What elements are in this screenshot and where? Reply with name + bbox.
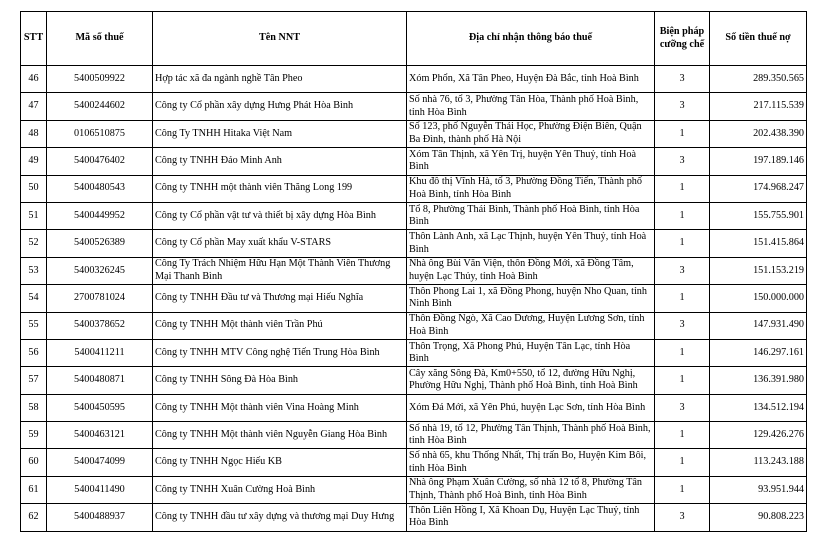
cell-debt-amount: 90.808.223 bbox=[710, 504, 807, 531]
header-tax-code: Mã số thuế bbox=[47, 12, 153, 66]
cell-address: Nhà ông Phạm Xuân Cường, số nhà 12 tổ 8, Phường Tân Thịnh, Thành phố Hoà Bình, tỉnh Hòa Bình bbox=[407, 476, 655, 503]
cell-taxpayer-name: Công ty TNHH Xuân Cường Hoà Bình bbox=[153, 476, 407, 503]
table-row bbox=[21, 230, 807, 257]
table-row bbox=[21, 202, 807, 229]
cell-address: Cây xăng Sông Đà, Km0+550, tổ 12, đường Hữu Nghị, Phường Hữu Nghị, Thành phố Hoà Bình, tỉnh Hoà Bình bbox=[407, 367, 655, 394]
cell-taxpayer-name: Công ty Cổ phần May xuất khẩu V-STARS bbox=[153, 230, 407, 257]
cell-debt-amount: 150.000.000 bbox=[710, 285, 807, 312]
cell-debt-amount: 151.153.219 bbox=[710, 257, 807, 284]
cell-enforcement-measure: 1 bbox=[655, 175, 710, 202]
cell-taxpayer-name: Công ty TNHH Đảo Minh Anh bbox=[153, 148, 407, 175]
cell-stt: 59 bbox=[21, 422, 47, 449]
cell-address: Thôn Lành Anh, xã Lạc Thịnh, huyện Yên Thuỷ, tỉnh Hoà Bình bbox=[407, 230, 655, 257]
cell-tax-code: 5400326245 bbox=[47, 257, 153, 284]
cell-debt-amount: 93.951.944 bbox=[710, 476, 807, 503]
cell-stt: 54 bbox=[21, 285, 47, 312]
cell-stt: 53 bbox=[21, 257, 47, 284]
cell-address: Thôn Liên Hồng I, Xã Khoan Dụ, Huyện Lạc Thuỷ, tỉnh Hòa Bình bbox=[407, 504, 655, 531]
cell-tax-code: 5400378652 bbox=[47, 312, 153, 339]
cell-address: Thôn Trọng, Xã Phong Phú, Huyện Tân Lạc, tỉnh Hòa Bình bbox=[407, 339, 655, 366]
cell-tax-code: 5400509922 bbox=[47, 66, 153, 93]
table-row bbox=[21, 285, 807, 312]
table-row bbox=[21, 312, 807, 339]
cell-debt-amount: 134.512.194 bbox=[710, 394, 807, 421]
cell-tax-code: 5400488937 bbox=[47, 504, 153, 531]
cell-debt-amount: 113.243.188 bbox=[710, 449, 807, 476]
cell-debt-amount: 147.931.490 bbox=[710, 312, 807, 339]
cell-address: Nhà ông Bùi Văn Viện, thôn Đồng Mới, xã Đồng Tâm, huyện Lạc Thủy, tỉnh Hoà Bình bbox=[407, 257, 655, 284]
cell-taxpayer-name: Công ty TNHH Đầu tư và Thương mại Hiếu Nghĩa bbox=[153, 285, 407, 312]
cell-tax-code: 5400450595 bbox=[47, 394, 153, 421]
cell-enforcement-measure: 3 bbox=[655, 312, 710, 339]
cell-stt: 52 bbox=[21, 230, 47, 257]
cell-stt: 47 bbox=[21, 93, 47, 120]
cell-debt-amount: 155.755.901 bbox=[710, 202, 807, 229]
cell-taxpayer-name: Hợp tác xã đa ngành nghề Tân Pheo bbox=[153, 66, 407, 93]
cell-tax-code: 5400244602 bbox=[47, 93, 153, 120]
cell-enforcement-measure: 3 bbox=[655, 504, 710, 531]
cell-debt-amount: 217.115.539 bbox=[710, 93, 807, 120]
cell-tax-code: 0106510875 bbox=[47, 120, 153, 147]
cell-enforcement-measure: 1 bbox=[655, 230, 710, 257]
cell-tax-code: 5400411211 bbox=[47, 339, 153, 366]
header-address: Địa chỉ nhận thông báo thuế bbox=[407, 12, 655, 66]
cell-enforcement-measure: 1 bbox=[655, 476, 710, 503]
cell-taxpayer-name: Công ty TNHH MTV Công nghệ Tiến Trung Hòa Bình bbox=[153, 339, 407, 366]
cell-enforcement-measure: 3 bbox=[655, 394, 710, 421]
cell-stt: 57 bbox=[21, 367, 47, 394]
cell-enforcement-measure: 1 bbox=[655, 120, 710, 147]
cell-stt: 61 bbox=[21, 476, 47, 503]
cell-stt: 49 bbox=[21, 148, 47, 175]
header-debt-amount: Số tiền thuế nợ bbox=[710, 12, 807, 66]
cell-debt-amount: 136.391.980 bbox=[710, 367, 807, 394]
cell-address: Thôn Phong Lai 1, xã Đồng Phong, huyện Nho Quan, tỉnh Ninh Bình bbox=[407, 285, 655, 312]
cell-address: Xóm Phổn, Xã Tân Pheo, Huyện Đà Bắc, tỉnh Hoà Bình bbox=[407, 66, 655, 93]
cell-taxpayer-name: Công ty TNHH đầu tư xây dựng và thương mại Duy Hưng bbox=[153, 504, 407, 531]
table-row bbox=[21, 394, 807, 421]
cell-stt: 62 bbox=[21, 504, 47, 531]
cell-stt: 50 bbox=[21, 175, 47, 202]
cell-enforcement-measure: 1 bbox=[655, 449, 710, 476]
cell-tax-code: 5400474099 bbox=[47, 449, 153, 476]
cell-taxpayer-name: Công ty TNHH Sông Đà Hòa Bình bbox=[153, 367, 407, 394]
debt-table-page bbox=[20, 11, 807, 532]
cell-tax-code: 5400411490 bbox=[47, 476, 153, 503]
cell-enforcement-measure: 1 bbox=[655, 339, 710, 366]
cell-tax-code: 5400526389 bbox=[47, 230, 153, 257]
header-stt: STT bbox=[21, 12, 47, 66]
cell-address: Tổ 8, Phường Thái Bình, Thành phố Hoà Bình, tỉnh Hòa Bình bbox=[407, 202, 655, 229]
cell-debt-amount: 202.438.390 bbox=[710, 120, 807, 147]
header-enforcement-measure: Biện pháp cưỡng chế bbox=[655, 12, 710, 66]
cell-tax-code: 2700781024 bbox=[47, 285, 153, 312]
cell-stt: 48 bbox=[21, 120, 47, 147]
cell-taxpayer-name: Công Ty TNHH Hitaka Việt Nam bbox=[153, 120, 407, 147]
cell-stt: 46 bbox=[21, 66, 47, 93]
table-row bbox=[21, 148, 807, 175]
cell-enforcement-measure: 3 bbox=[655, 148, 710, 175]
cell-debt-amount: 174.968.247 bbox=[710, 175, 807, 202]
cell-address: Xóm Tân Thịnh, xã Yên Trị, huyện Yên Thuỷ, tỉnh Hoà Bình bbox=[407, 148, 655, 175]
cell-tax-code: 5400480871 bbox=[47, 367, 153, 394]
cell-taxpayer-name: Công ty TNHH Một thành viên Trần Phú bbox=[153, 312, 407, 339]
cell-stt: 56 bbox=[21, 339, 47, 366]
cell-stt: 60 bbox=[21, 449, 47, 476]
table-row bbox=[21, 120, 807, 147]
table-row bbox=[21, 175, 807, 202]
cell-enforcement-measure: 3 bbox=[655, 93, 710, 120]
table-row bbox=[21, 339, 807, 366]
cell-enforcement-measure: 1 bbox=[655, 202, 710, 229]
table-row bbox=[21, 449, 807, 476]
cell-taxpayer-name: Công ty TNHH một thành viên Thăng Long 199 bbox=[153, 175, 407, 202]
cell-address: Thôn Đồng Ngò, Xã Cao Dương, Huyện Lương Sơn, tỉnh Hoà Bình bbox=[407, 312, 655, 339]
table-row bbox=[21, 93, 807, 120]
table-row bbox=[21, 504, 807, 531]
cell-debt-amount: 289.350.565 bbox=[710, 66, 807, 93]
cell-tax-code: 5400480543 bbox=[47, 175, 153, 202]
cell-address: Xóm Đá Mới, xã Yên Phú, huyện Lạc Sơn, tỉnh Hòa Bình bbox=[407, 394, 655, 421]
cell-tax-code: 5400449952 bbox=[47, 202, 153, 229]
header-taxpayer-name: Tên NNT bbox=[153, 12, 407, 66]
table-row bbox=[21, 367, 807, 394]
cell-address: Số nhà 76, tổ 3, Phường Tân Hòa, Thành phố Hoà Bình, tỉnh Hòa Bình bbox=[407, 93, 655, 120]
cell-taxpayer-name: Công ty Cổ phần vật tư và thiết bị xây dựng Hòa Bình bbox=[153, 202, 407, 229]
cell-tax-code: 5400476402 bbox=[47, 148, 153, 175]
cell-enforcement-measure: 1 bbox=[655, 367, 710, 394]
table-row bbox=[21, 257, 807, 284]
table-row bbox=[21, 476, 807, 503]
cell-taxpayer-name: Công Ty Trách Nhiệm Hữu Hạn Một Thành Viên Thương Mại Thanh Bình bbox=[153, 257, 407, 284]
table-header-row bbox=[21, 12, 807, 66]
cell-stt: 55 bbox=[21, 312, 47, 339]
cell-tax-code: 5400463121 bbox=[47, 422, 153, 449]
cell-taxpayer-name: Công ty Cổ phần xây dựng Hưng Phát Hòa Bình bbox=[153, 93, 407, 120]
cell-enforcement-measure: 3 bbox=[655, 66, 710, 93]
cell-debt-amount: 146.297.161 bbox=[710, 339, 807, 366]
cell-address: Số nhà 19, tổ 12, Phường Tân Thịnh, Thành phố Hoà Bình, tỉnh Hòa Bình bbox=[407, 422, 655, 449]
cell-debt-amount: 129.426.276 bbox=[710, 422, 807, 449]
cell-address: Số 123, phố Nguyễn Thái Học, Phường Điện Biên, Quận Ba Đình, thành phố Hà Nội bbox=[407, 120, 655, 147]
cell-stt: 51 bbox=[21, 202, 47, 229]
cell-enforcement-measure: 1 bbox=[655, 285, 710, 312]
cell-debt-amount: 197.189.146 bbox=[710, 148, 807, 175]
cell-taxpayer-name: Công ty TNHH Ngọc Hiếu KB bbox=[153, 449, 407, 476]
table-row bbox=[21, 422, 807, 449]
cell-address: Số nhà 65, khu Thống Nhất, Thị trấn Bo, Huyện Kim Bôi, tỉnh Hòa Bình bbox=[407, 449, 655, 476]
cell-enforcement-measure: 1 bbox=[655, 422, 710, 449]
table-row bbox=[21, 66, 807, 93]
cell-debt-amount: 151.415.864 bbox=[710, 230, 807, 257]
cell-taxpayer-name: Công ty TNHH Một thành viên Vina Hoàng Minh bbox=[153, 394, 407, 421]
tax-debt-table bbox=[20, 11, 807, 532]
cell-enforcement-measure: 3 bbox=[655, 257, 710, 284]
cell-stt: 58 bbox=[21, 394, 47, 421]
cell-address: Khu đô thị Vĩnh Hà, tổ 3, Phường Đồng Tiến, Thành phố Hoà Bình, tỉnh Hòa Bình bbox=[407, 175, 655, 202]
cell-taxpayer-name: Công ty TNHH Một thành viên Nguyễn Giang Hòa Bình bbox=[153, 422, 407, 449]
